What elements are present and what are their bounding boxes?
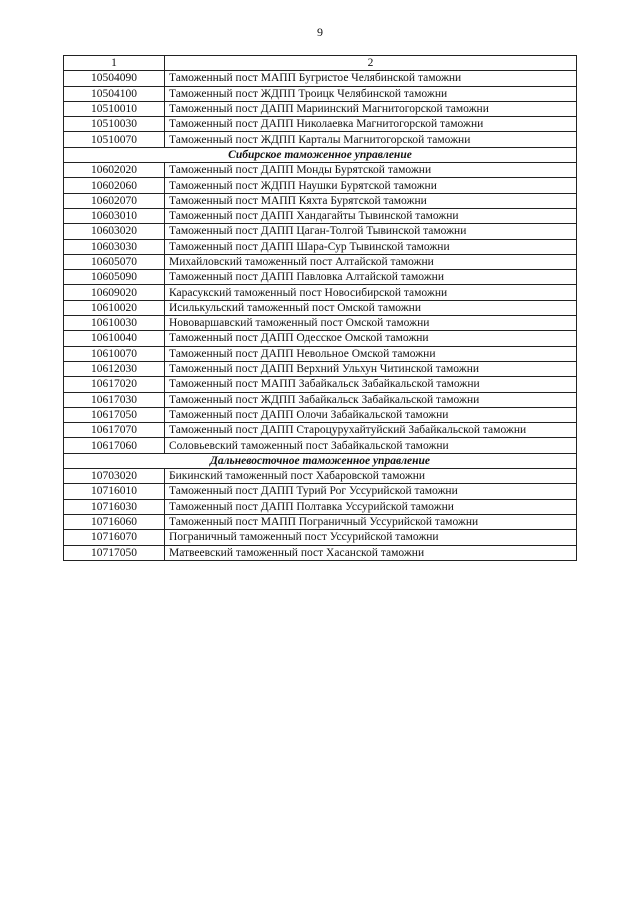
table-row [64, 469, 577, 484]
table-row [64, 530, 577, 545]
post-code-cell: 10504100 [64, 86, 165, 101]
post-name-cell: Таможенный пост ЖДПП Троицк Челябинской таможни [165, 86, 577, 101]
post-code-cell: 10609020 [64, 285, 165, 300]
post-code-cell: 10510070 [64, 132, 165, 147]
post-code-cell: 10716010 [64, 484, 165, 499]
post-name-cell: Таможенный пост ДАПП Николаевка Магнитогорской таможни [165, 117, 577, 132]
post-name-cell: Таможенный пост ДАПП Староцурухайтуйский Забайкальской таможни [165, 423, 577, 438]
post-name-cell: Нововаршавский таможенный пост Омской таможни [165, 316, 577, 331]
table-row [64, 193, 577, 208]
post-code-cell: 10716070 [64, 530, 165, 545]
page-number: 9 [317, 25, 323, 39]
post-name-cell: Таможенный пост ЖДПП Карталы Магнитогорской таможни [165, 132, 577, 147]
table-row [64, 407, 577, 422]
post-code-cell: 10612030 [64, 361, 165, 376]
post-code-cell: 10610070 [64, 346, 165, 361]
post-code-cell: 10716060 [64, 514, 165, 529]
post-name-cell: Михайловский таможенный пост Алтайской таможни [165, 254, 577, 269]
post-code-cell: 10603030 [64, 239, 165, 254]
post-name-cell: Таможенный пост ДАПП Цаган-Толгой Тывинской таможни [165, 224, 577, 239]
header-row [64, 56, 577, 71]
table-row [64, 208, 577, 223]
post-code-cell: 10703020 [64, 469, 165, 484]
post-code-cell: 10510030 [64, 117, 165, 132]
post-name-cell: Таможенный пост ДАПП Одесское Омской таможни [165, 331, 577, 346]
post-name-cell: Бикинский таможенный пост Хабаровской таможни [165, 469, 577, 484]
post-code-cell: 10610030 [64, 316, 165, 331]
post-code-cell: 10617030 [64, 392, 165, 407]
table-row [64, 346, 577, 361]
table-row [64, 377, 577, 392]
post-code-cell: 10504090 [64, 71, 165, 86]
post-code-cell: 10617050 [64, 407, 165, 422]
post-name-cell: Таможенный пост ДАПП Мариинский Магнитогорской таможни [165, 101, 577, 116]
post-code-cell: 10605090 [64, 270, 165, 285]
post-code-cell: 10610040 [64, 331, 165, 346]
post-code-cell: 10605070 [64, 254, 165, 269]
post-name-cell: Таможенный пост ДАПП Верхний Ульхун Читинской таможни [165, 361, 577, 376]
post-name-cell: Карасукский таможенный пост Новосибирской таможни [165, 285, 577, 300]
post-name-cell: Таможенный пост ДАПП Олочи Забайкальской таможни [165, 407, 577, 422]
table-row [64, 117, 577, 132]
table-row [64, 331, 577, 346]
table-header [64, 56, 577, 71]
post-code-cell: 10617060 [64, 438, 165, 453]
table-row [64, 285, 577, 300]
post-code-cell: 10603010 [64, 208, 165, 223]
post-name-cell: Таможенный пост ДАПП Невольное Омской таможни [165, 346, 577, 361]
post-name-cell: Таможенный пост МАПП Кяхта Бурятской таможни [165, 193, 577, 208]
column-header-1: 1 [64, 56, 165, 71]
section-title: Дальневосточное таможенное управление [64, 453, 577, 468]
table-row [64, 101, 577, 116]
customs-posts-table [63, 55, 577, 561]
post-code-cell: 10602020 [64, 163, 165, 178]
post-name-cell: Таможенный пост МАПП Пограничный Уссурийской таможни [165, 514, 577, 529]
post-name-cell: Матвеевский таможенный пост Хасанской таможни [165, 545, 577, 560]
table-row [64, 423, 577, 438]
table-row [64, 514, 577, 529]
table-row [64, 361, 577, 376]
post-name-cell: Таможенный пост МАПП Забайкальск Забайкальской таможни [165, 377, 577, 392]
post-code-cell: 10610020 [64, 300, 165, 315]
section-row [64, 147, 577, 162]
table-row [64, 545, 577, 560]
table-row [64, 71, 577, 86]
table-row [64, 178, 577, 193]
table-row [64, 300, 577, 315]
post-code-cell: 10716030 [64, 499, 165, 514]
table-row [64, 254, 577, 269]
post-code-cell: 10717050 [64, 545, 165, 560]
table-row [64, 224, 577, 239]
post-name-cell: Таможенный пост ДАПП Хандагайты Тывинской таможни [165, 208, 577, 223]
section-title: Сибирское таможенное управление [64, 147, 577, 162]
post-name-cell: Таможенный пост ДАПП Шара-Сур Тывинской таможни [165, 239, 577, 254]
post-name-cell: Соловьевский таможенный пост Забайкальской таможни [165, 438, 577, 453]
table-row [64, 316, 577, 331]
table-row [64, 270, 577, 285]
post-name-cell: Таможенный пост ДАПП Полтавка Уссурийской таможни [165, 499, 577, 514]
table-row [64, 392, 577, 407]
table-row [64, 86, 577, 101]
post-name-cell: Таможенный пост ЖДПП Наушки Бурятской таможни [165, 178, 577, 193]
section-row [64, 453, 577, 468]
post-code-cell: 10602060 [64, 178, 165, 193]
table-row [64, 163, 577, 178]
table-row [64, 438, 577, 453]
post-name-cell: Таможенный пост ДАПП Павловка Алтайской таможни [165, 270, 577, 285]
post-code-cell: 10602070 [64, 193, 165, 208]
table-body [64, 71, 577, 561]
post-code-cell: 10603020 [64, 224, 165, 239]
post-name-cell: Таможенный пост ДАПП Турий Рог Уссурийской таможни [165, 484, 577, 499]
post-code-cell: 10617020 [64, 377, 165, 392]
table-row [64, 484, 577, 499]
post-code-cell: 10617070 [64, 423, 165, 438]
post-name-cell: Таможенный пост МАПП Бугристое Челябинской таможни [165, 71, 577, 86]
table-row [64, 132, 577, 147]
post-name-cell: Таможенный пост ДАПП Монды Бурятской таможни [165, 163, 577, 178]
table-row [64, 239, 577, 254]
table-row [64, 499, 577, 514]
post-name-cell: Таможенный пост ЖДПП Забайкальск Забайкальской таможни [165, 392, 577, 407]
column-header-2: 2 [165, 56, 577, 71]
post-code-cell: 10510010 [64, 101, 165, 116]
post-name-cell: Исилькульский таможенный пост Омской таможни [165, 300, 577, 315]
post-name-cell: Пограничный таможенный пост Уссурийской таможни [165, 530, 577, 545]
